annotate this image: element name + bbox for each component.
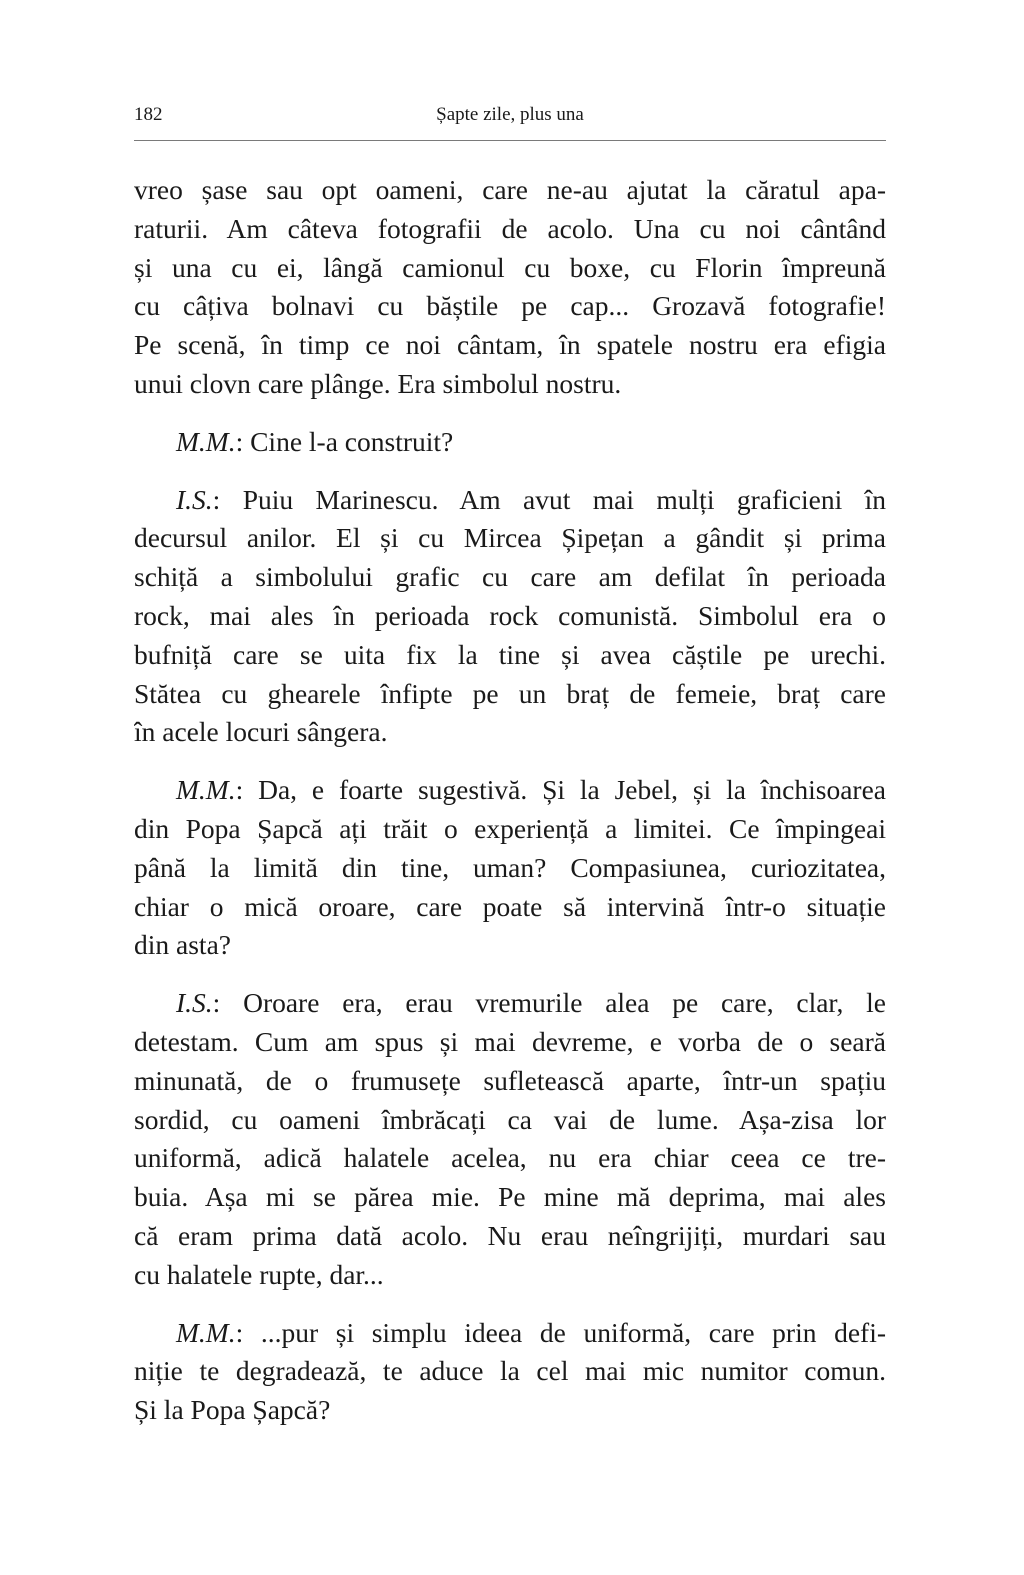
text-line (134, 713, 886, 752)
text-line (134, 984, 886, 1023)
line-text: : Puiu Marinescu. Am avut mai mulți graficieni în (212, 483, 886, 515)
line-text: și una cu ei, lângă camionul cu boxe, cu Florin împreună (134, 251, 886, 283)
text-line (134, 1139, 886, 1178)
line-text: cu câțiva bolnavi cu băștile pe cap... Grozavă fotografie! (134, 290, 886, 322)
speaker-label: M.M. (176, 774, 236, 806)
text-line (134, 1178, 886, 1217)
dialogue-paragraph (134, 481, 886, 753)
text-line (134, 210, 886, 249)
text-line (134, 1217, 886, 1256)
line-text: niție te degradează, te aduce la cel mai mic numitor comun. (134, 1355, 886, 1387)
line-text: în acele locuri sângera. (134, 716, 388, 748)
dialogue-paragraph (134, 1314, 886, 1430)
text-line (134, 423, 886, 462)
text-line (134, 771, 886, 810)
line-text: Stătea cu ghearele înfipte pe un braț de femeie, braț care (134, 677, 886, 709)
line-text: rock, mai ales în perioada rock comunistă. Simbolul era o (134, 599, 886, 631)
line-text: minunată, de o frumusețe sufletească aparte, într-un spațiu (134, 1064, 886, 1096)
line-text: Și la Popa Șapcă? (134, 1394, 331, 1426)
running-title: Șapte zile, plus una (436, 104, 584, 125)
line-text: Pe scenă, în timp ce noi cântam, în spatele nostru era efigia (134, 329, 886, 361)
text-line (134, 1314, 886, 1353)
text-line (134, 1023, 886, 1062)
line-text: uniformă, adică halatele acelea, nu era chiar ceea ce tre- (134, 1142, 886, 1174)
line-text: chiar o mică oroare, care poate să intervină într-o situație (134, 890, 886, 922)
page-header (134, 104, 886, 134)
text-line (134, 558, 886, 597)
line-text: unui clovn care plânge. Era simbolul nostru. (134, 367, 622, 399)
line-text: : Da, e foarte sugestivă. Și la Jebel, și la închisoarea (235, 774, 886, 806)
speaker-label: I.S. (176, 987, 213, 1019)
line-text: : Cine l-a construit? (235, 425, 454, 457)
line-text: din asta? (134, 929, 231, 961)
speaker-label: M.M. (176, 425, 236, 457)
text-line (134, 481, 886, 520)
line-text: sordid, cu oameni îmbrăcați ca vai de lume. Așa-zisa lor (134, 1103, 886, 1135)
speaker-label: I.S. (176, 483, 213, 515)
text-line (134, 1256, 886, 1295)
text-paragraph (134, 171, 886, 404)
text-line (134, 926, 886, 965)
speaker-label: M.M. (176, 1316, 236, 1348)
line-text: din Popa Șapcă ați trăit o experiență a limitei. Ce împingeai (134, 812, 886, 844)
header-rule (134, 140, 886, 141)
text-line (134, 1062, 886, 1101)
text-line (134, 519, 886, 558)
text-line (134, 326, 886, 365)
dialogue-paragraph (134, 984, 886, 1294)
dialogue-paragraph (134, 771, 886, 965)
text-line (134, 1101, 886, 1140)
text-line (134, 1391, 886, 1430)
line-text: bufniță care se uita fix la tine și avea căștile pe urechi. (134, 638, 886, 670)
line-text: vreo șase sau opt oameni, care ne-au ajutat la căratul apa- (134, 174, 886, 205)
line-text: schiță a simbolului grafic cu care am defilat în perioada (134, 561, 886, 593)
text-line (134, 810, 886, 849)
dialogue-paragraph (134, 423, 886, 462)
line-text: : ...pur și simplu ideea de uniformă, care prin defi- (235, 1316, 886, 1348)
text-line (134, 249, 886, 288)
line-text: până la limită din tine, uman? Compasiunea, curiozitatea, (134, 851, 886, 883)
line-text: decursul anilor. El și cu Mircea Șipețan a gândit și prima (134, 522, 886, 554)
line-text: cu halatele rupte, dar... (134, 1258, 384, 1290)
text-line (134, 636, 886, 675)
page-number: 182 (134, 104, 163, 125)
line-text: buia. Așa mi se părea mie. Pe mine mă deprima, mai ales (134, 1181, 886, 1213)
text-line (134, 675, 886, 714)
text-line (134, 287, 886, 326)
text-line (134, 1352, 886, 1391)
text-line (134, 597, 886, 636)
text-line (134, 365, 886, 404)
text-line (134, 888, 886, 927)
text-line (134, 849, 886, 888)
line-text: raturii. Am câteva fotografii de acolo. Una cu noi cântând (134, 212, 886, 244)
line-text: detestam. Cum am spus și mai devreme, e vorba de o seară (134, 1025, 886, 1057)
line-text: că eram prima dată acolo. Nu erau neîngrijiți, murdari sau (134, 1219, 886, 1251)
text-line (134, 171, 886, 210)
page-body (134, 171, 886, 1449)
line-text: : Oroare era, erau vremurile alea pe care, clar, le (212, 987, 886, 1019)
